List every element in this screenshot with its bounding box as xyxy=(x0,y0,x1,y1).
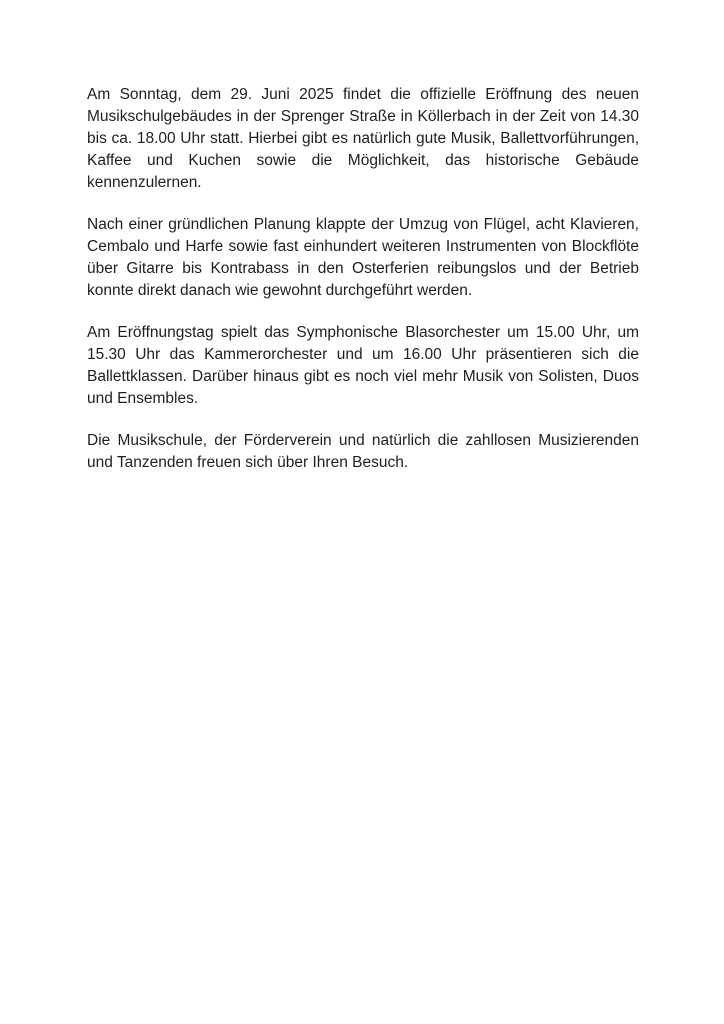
paragraph-program-schedule: Am Eröffnungstag spielt das Symphonische Blasorchester um 15.00 Uhr, um 15.30 Uhr das Kammerorchester und um 16.00 Uhr präsentieren sich die Ballettklassen. Darüber hinaus gibt es noch viel mehr Musik von Solisten, Duos und Ensembles. xyxy=(87,324,639,407)
paragraph-opening-event: Am Sonntag, dem 29. Juni 2025 findet die offizielle Eröffnung des neuen Musikschulgebäudes in der Sprenger Straße in Köllerbach in der Zeit von 14.30 bis ca. 18.00 Uhr statt. Hierbei gibt es natürlich gute Musik, Ballettvorführungen, Kaffee und Kuchen sowie die Möglichkeit, das historische Gebäude kennenzulernen. xyxy=(87,86,639,191)
text-block xyxy=(87,84,639,474)
paragraph-move-logistics: Nach einer gründlichen Planung klappte der Umzug von Flügel, acht Klavieren, Cembalo und Harfe sowie fast einhundert weiteren Instrumenten von Blockflöte über Gitarre bis Kontrabass in den Osterferien reibungslos und der Betrieb konnte direkt danach wie gewohnt durchgeführt werden. xyxy=(87,216,639,299)
paragraph-closing-invitation: Die Musikschule, der Förderverein und natürlich die zahllosen Musizierenden und Tanzenden freuen sich über Ihren Besuch. xyxy=(87,432,639,471)
